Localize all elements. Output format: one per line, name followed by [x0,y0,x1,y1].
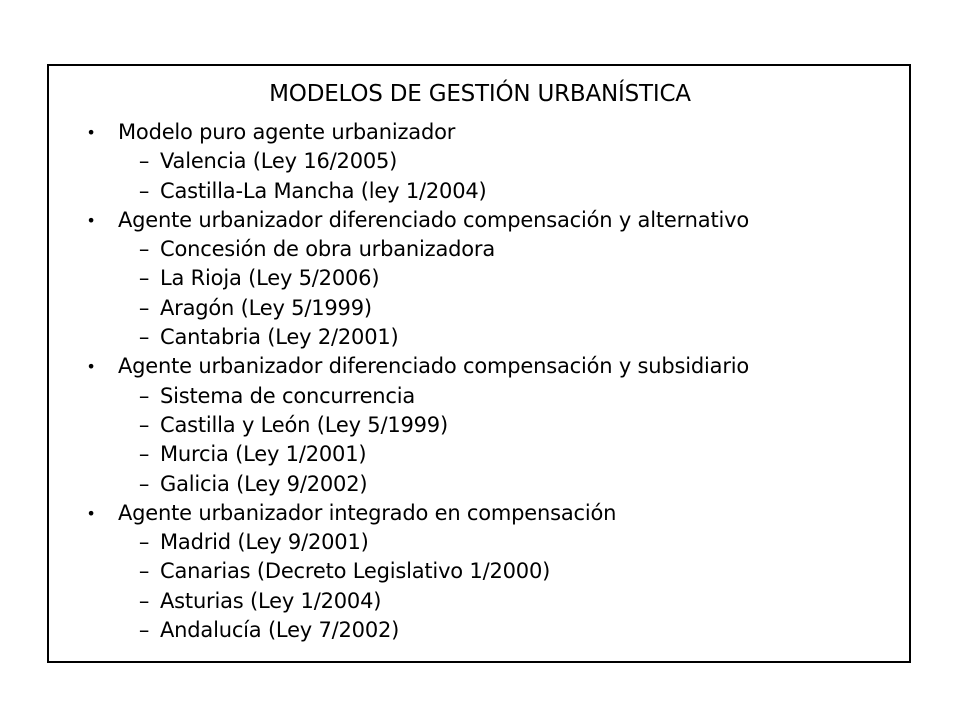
dash-marker: – [138,588,150,613]
dash-marker: – [138,325,150,350]
group-label: Agente urbanizador diferenciado compensación y subsidiario [118,354,750,379]
dash-marker: – [138,471,150,496]
page-title: MODELOS DE GESTIÓN URBANÍSTICA [269,81,691,107]
sub-item-label: Murcia (Ley 1/2001) [160,442,367,467]
dash-marker: – [138,266,150,291]
dash-marker: – [138,178,150,203]
dash-marker: – [138,618,150,643]
sub-item-label: Madrid (Ley 9/2001) [160,530,369,555]
sub-item-label: Valencia (Ley 16/2005) [160,149,398,174]
sub-item-label: Canarias (Decreto Legislativo 1/2000) [160,559,551,584]
bullet-marker: • [86,503,96,523]
group-label: Agente urbanizador integrado en compensación [118,500,617,525]
dash-marker: – [138,149,150,174]
sub-item-label: Asturias (Ley 1/2004) [160,588,382,613]
dash-marker: – [138,442,150,467]
sub-item-label: Galicia (Ley 9/2002) [160,471,368,496]
dash-marker: – [138,383,150,408]
bullet-marker: • [86,210,96,230]
bullet-marker: • [86,357,96,377]
sub-item-label: Cantabria (Ley 2/2001) [160,325,399,350]
dash-marker: – [138,559,150,584]
dash-marker: – [138,530,150,555]
bullet-marker: • [86,123,96,142]
dash-marker: – [138,295,150,320]
sub-item-label: Concesión de obra urbanizadora [160,237,496,262]
sub-item-label: Aragón (Ley 5/1999) [160,295,372,320]
sub-item-label: Sistema de concurrencia [160,383,416,408]
group-label: Agente urbanizador diferenciado compensación y alternativo [118,207,749,232]
sub-item-label: Andalucía (Ley 7/2002) [160,618,400,643]
sub-item-label: Castilla y León (Ley 5/1999) [160,412,448,437]
dash-marker: – [138,412,150,437]
sub-item-label: La Rioja (Ley 5/2006) [160,266,380,291]
dash-marker: – [138,237,150,262]
group-label: Modelo puro agente urbanizador [118,120,456,144]
sub-item-label: Castilla-La Mancha (ley 1/2004) [160,178,487,203]
